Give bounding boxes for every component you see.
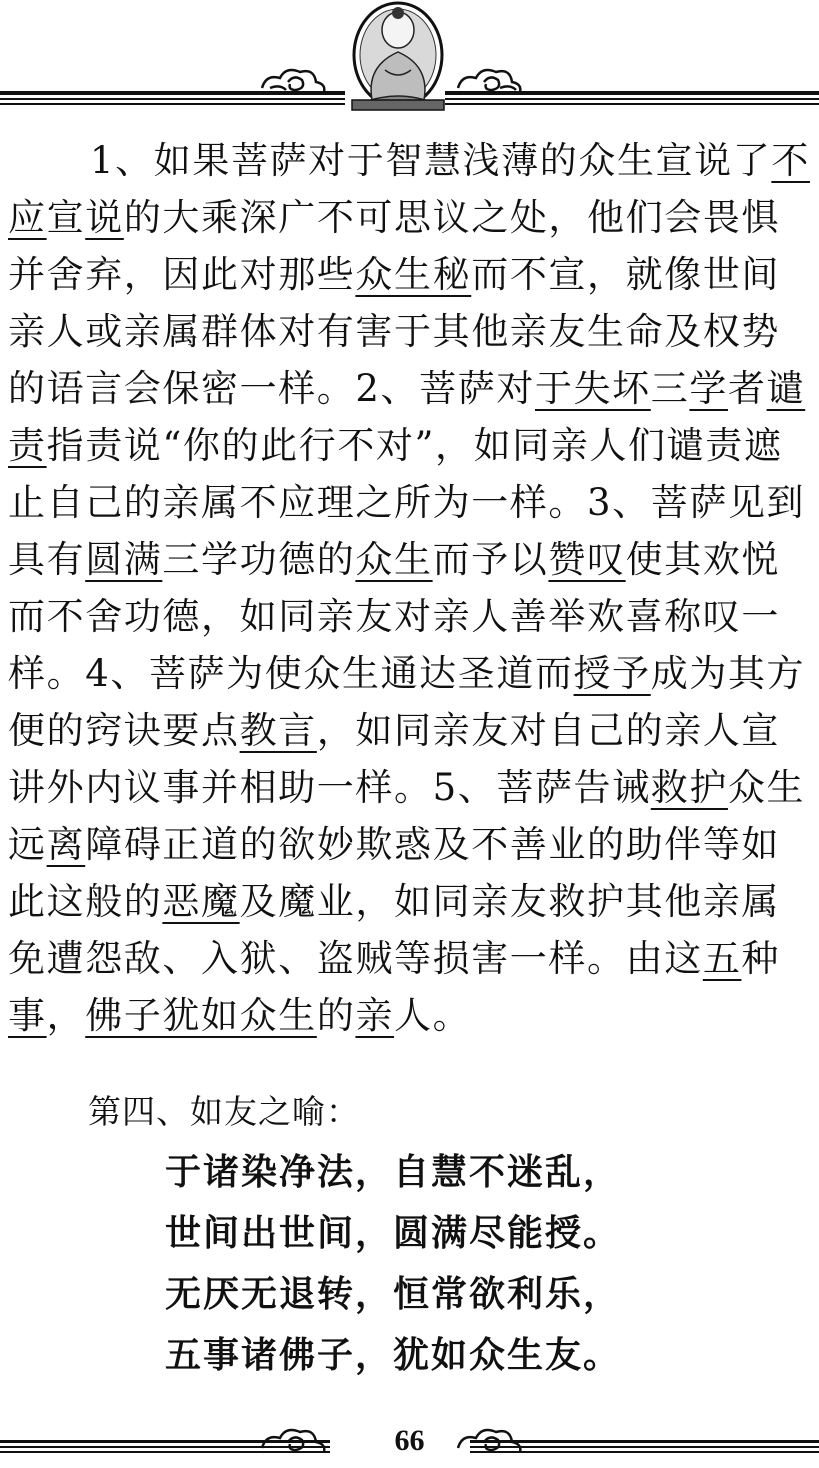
text-segment: 种	[741, 937, 781, 980]
underlined-text: 离	[46, 823, 86, 866]
verse-line-2: 世间出世间，圆满尽能授。	[165, 1212, 622, 1254]
body-line	[8, 588, 808, 645]
underlined-text: 于失坏	[534, 367, 651, 410]
body-line	[8, 873, 808, 930]
body-line	[8, 189, 808, 246]
body-line	[8, 474, 808, 531]
text-segment: 止自己的亲属不应理之所为一样。3、菩萨见到	[8, 481, 806, 524]
underlined-text: 五	[702, 937, 742, 980]
underlined-text: 圆满	[85, 538, 163, 581]
text-segment: 而予以	[432, 538, 549, 581]
body-line	[8, 360, 808, 417]
text-segment: 使其欢悦	[625, 538, 781, 581]
body-line	[8, 531, 808, 588]
body-line	[8, 816, 808, 873]
body-line	[8, 303, 808, 360]
text-segment: 障碍正道的欲妙欺惑及不善业的助伴等如	[85, 823, 781, 866]
text-segment: 此这般的	[8, 880, 163, 923]
body-line	[8, 132, 808, 189]
underlined-text: 责	[8, 424, 47, 467]
text-segment: ，如同亲友对自己的亲人宣	[316, 709, 781, 752]
text-segment: 样。4、菩萨为使众生通达圣道而	[8, 652, 574, 695]
verse-block	[165, 1142, 621, 1386]
text-segment: 免遭怨敌、入狱、盗贼等损害一样。由这	[8, 937, 703, 980]
body-line	[8, 417, 808, 474]
underlined-text: 授予	[573, 652, 651, 695]
text-segment: 指责说“你的此行不对”，如同亲人们谴责遮	[46, 424, 783, 467]
text-segment: 成为其方	[650, 652, 806, 695]
underlined-text: 赞叹	[548, 538, 626, 581]
underlined-text: 亲	[355, 994, 395, 1037]
underlined-text: 应	[8, 196, 47, 239]
verse-line-3: 无厌无退转，恒常欲利乐，	[165, 1273, 622, 1315]
underlined-text: 事	[8, 994, 47, 1037]
page-header	[0, 0, 819, 115]
underlined-text: 说	[85, 196, 124, 239]
text-segment: 1、如果菩萨对于智慧浅薄的众生宣说了	[90, 139, 772, 182]
text-segment: 及魔业，如同亲友救护其他亲属	[239, 880, 781, 923]
text-segment: 三学功德的	[162, 538, 356, 581]
text-segment: 三	[650, 367, 690, 410]
body-line	[8, 930, 808, 987]
body-line	[8, 246, 808, 303]
underlined-text: 谴	[766, 367, 806, 410]
verse-line-4: 五事诸佛子，犹如众生友。	[165, 1334, 622, 1376]
underlined-text: 众生秘	[355, 253, 472, 296]
verse-line-1: 于诸染净法，自慧不迷乱，	[165, 1151, 622, 1193]
text-segment: 的	[316, 994, 356, 1037]
text-segment: 并舍弃，因此对那些	[8, 253, 356, 296]
underlined-text: 恶魔	[162, 880, 240, 923]
body-paragraph	[8, 132, 808, 1044]
text-segment: 人。	[394, 994, 472, 1037]
underlined-text: 佛子犹如众生	[85, 994, 317, 1037]
text-segment: 便的窍诀要点	[8, 709, 240, 752]
body-line	[8, 759, 808, 816]
text-segment: 亲人或亲属群体对有害于其他亲友生命及权势	[8, 310, 780, 353]
page-number: 66	[394, 1424, 425, 1457]
body-line	[8, 987, 808, 1044]
body-line	[8, 702, 808, 759]
underlined-text: 教言	[239, 709, 317, 752]
text-segment: 而不舍功德，如同亲友对亲人善举欢喜称叹一	[8, 595, 780, 638]
text-segment: 远	[8, 823, 47, 866]
text-segment: 讲外内议事并相助一样。5、菩萨告诫	[8, 766, 651, 809]
text-segment: 者	[727, 367, 767, 410]
text-segment: 而不宣，就像世间	[471, 253, 781, 296]
text-segment: 的大乘深广不可思议之处，他们会畏惧	[123, 196, 781, 239]
text-segment: ，	[46, 994, 86, 1037]
text-segment: 众生	[727, 766, 806, 809]
underlined-text: 不	[771, 139, 810, 182]
underlined-text: 学	[689, 367, 728, 410]
buddha-emblem-icon	[0, 0, 819, 115]
text-segment: 具有	[8, 538, 86, 581]
underlined-text: 众生	[355, 538, 433, 581]
text-segment: 的语言会保密一样。2、菩萨对	[8, 367, 535, 410]
section-title: 第四、如友之喻：	[88, 1092, 360, 1131]
underlined-text: 救护	[650, 766, 728, 809]
text-segment: 宣	[46, 196, 86, 239]
body-line	[8, 645, 808, 702]
